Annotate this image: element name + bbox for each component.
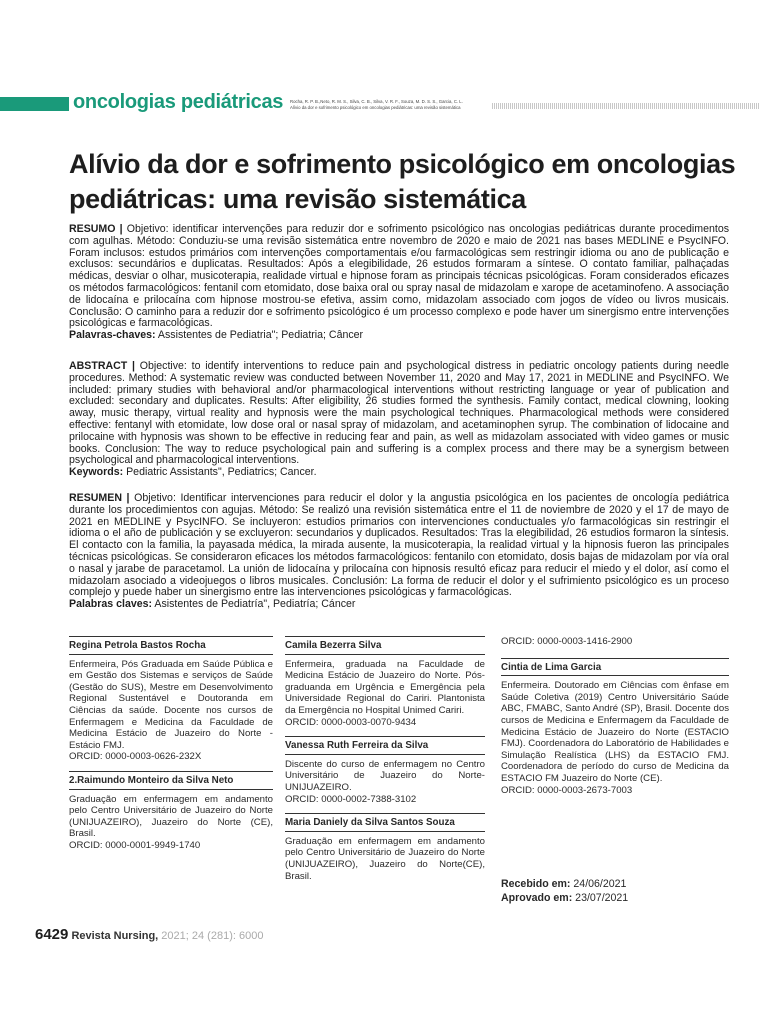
resumen-keywords-label: Palabras claves:: [69, 598, 153, 611]
resumo-keywords-label: Palavras-chaves:: [69, 329, 156, 342]
authors-column-1: [69, 636, 273, 860]
abstract: [69, 361, 729, 479]
author-name: Cintia de Lima Garcia: [501, 658, 729, 677]
author-name: Camila Bezerra Silva: [285, 636, 485, 655]
header-accent-bar: [0, 97, 69, 111]
resumo-label: RESUMO |: [69, 223, 123, 235]
author-block: [285, 636, 485, 728]
author-description: Enfermeira, graduada na Faculdade de Medicina Estácio de Juazeiro do Norte. Pós-graduanda em Urgência e Emergência pela Universidade Regional do Cariri. Plantonista da Emergência no Hospital Unimed Cariri.: [285, 658, 485, 716]
author-block: [285, 736, 485, 805]
author-orcid: ORCID: 0000-0003-0626-232X: [69, 751, 202, 763]
author-block: [69, 636, 273, 763]
author-name: Maria Daniely da Silva Santos Souza: [285, 813, 485, 832]
resumen-label: RESUMEN |: [69, 492, 130, 504]
author-block: [501, 658, 729, 797]
authors-column-3: [501, 636, 729, 804]
author-orcid: ORCID: 0000-0001-9949-1740: [69, 839, 201, 851]
resumo-text: Objetivo: identificar intervenções para reduzir dor e sofrimento psicológico nas oncologias pediátricas durante procedimentos com agulhas. Método: Conduziu-se uma revisão sistemática entre novembro de 2020 e maio de 2021 nas bases MEDLINE e PsycINFO. Foram inclusos: estudos primários com intervenções comportamentais e/ou farmacológicas sem restringir idioma ou ano de publicação e exclusos: secundários e duplicatas. Resultados: Após a elegibilidade, 26 estudos formaram a síntese. O contato familiar, palhaçadas médicas, desviar o olhar, musicoterapia, realidade virtual e hipnose foram as principais técnicas psicológicas. Foram considerados eficazes os métodos farmacológicos: fentanil com etomidato, dose baixa oral ou spray nasal de midazolam e xarope de acetaminofeno. A associação de lidocaína e prilocaína com hipnose mostrou-se efetiva, assim como, midazolam associado com jogos de vídeo ou livros musicais. Conclusão: O caminho para a reduzir dor e sofrimento psicológico é um processo complexo e pode haver um sinergismo entre intervenções psicológicas e farmacológicas.: [69, 223, 730, 330]
author-block: [285, 813, 485, 882]
resumen: [69, 493, 729, 611]
header-stripe: [492, 103, 759, 109]
approved-label: Aprovado em:: [501, 891, 573, 904]
resumen-keywords: Asistentes de Pediatría", Pediatría; Cáncer: [152, 598, 356, 611]
author-orcid: ORCID: 0000-0003-2673-7003: [501, 784, 633, 796]
author-orcid: ORCID: 0000-0003-0070-9434: [285, 716, 417, 728]
journal-name: Revista Nursing,: [71, 930, 159, 942]
author-description: Discente do curso de enfermagem no Centro Universitário de Juazeiro do Norte-UNIJUAZEIRO.: [285, 758, 485, 793]
citation-title: Alívio da dor e sofrimento psicológico em oncologias pediátricas: uma revisão sistemática: [290, 105, 461, 110]
received-label: Recebido em:: [501, 878, 571, 890]
article-title: Alívio da dor e sofrimento psicológico em oncologias pediátricas: uma revisão sistemática: [69, 149, 736, 214]
abstract-label: ABSTRACT |: [69, 360, 135, 372]
author-name: Vanessa Ruth Ferreira da Silva: [285, 736, 485, 755]
article-dates: [501, 878, 628, 905]
section-title: oncologias pediátricas: [73, 91, 284, 113]
author-orcid: ORCID: 0000-0002-7388-3102: [285, 793, 417, 805]
author-block: [69, 771, 273, 852]
header-citation: [290, 99, 490, 111]
author-description: Graduação em enfermagem em andamento pelo Centro Universitário de Juazeiro do Norte (UNIJUAZEIRO), Juazeiro do Norte (CE), Brasil.: [69, 793, 273, 840]
abstract-text: Objective: to identify interventions to reduce pain and psychological distress in pediatric oncology patients during needle procedures. Method: A systematic review was conducted between November 11, 2020 and May 17, 2021 in MEDLINE and PsycINFO. We included: primary studies with behavioral and/or pharmacological interventions without restricting language or year of publication and excluded: secondary and duplicates. Results: After eligibility, 26 studies formed the synthesis. Family contact, medical clowning, looking away, music therapy, virtual reality and hypnosis were the main psychological techniques. Pharmacological methods were considered effective: fentanyl with etomidate, low dose oral or nasal spray of midazolam, and acetaminophen syrup. The combination of lidocaine and prilocaine with hypnosis was shown to be effective in reducing fear and pain, as well as midazolam associated with video games or music books. Conclusion: The way to reduce psychological pain and suffering is a complex process and there may be a synergism between psychological and pharmacological interventions.: [69, 360, 729, 467]
abstract-keywords-label: Keywords:: [69, 466, 124, 479]
page-footer: [35, 926, 263, 943]
citation-authors: Rocha, R. P. B.,Neto, R. M. S., Silva, C. B., Silva, V. R. F., Souza, M. D. S. S., Garcia, C. L.: [290, 99, 463, 104]
approved-date: [501, 892, 628, 906]
resumen-text: Objetivo: Identificar intervenciones para reducir el dolor y la angustia psicológica en los pacientes de oncología pediátrica durante los procedimientos con agujas. Método: Se realizó una revisión sistemática entre el 11 de noviembre de 2020 y el 17 de mayo de 2021 en MEDLINE y PsycINFO. Se incluyeron: estudios primarios con intervenciones conductuales y/o farmacológicas sin restringir el idioma o el año de publicación y se excluyeron: secundarios y duplicados. Resultados: Tras la elegibilidad, 26 estudios formaron la síntesis. El contacto con la familia, la payasada médica, la mirada ausente, la musicoterapia, la realidad virtual y la hipnosis fueron las principales técnicas psicológicas. Se consideraron eficaces los métodos farmacológicos: fentanilo con etomidato, dosis bajas de midazolam por vía oral o nasal y jarabe de paracetamol. La unión de lidocaína y prilocaína con hipnosis resultó eficaz para reducir el miedo y el dolor, así como el midazolam asociado a videojuegos o libros musicales. Conclusión: La forma de reducir el dolor y el sufrimiento psicológico es un proceso complejo y puede haber un sinergismo entre las intervenciones psicológicas y farmacológicas.: [69, 492, 729, 599]
received-value: 24/06/2021: [570, 878, 627, 890]
resumo: [69, 224, 729, 342]
author-description: Enfermeira, Pós Graduada em Saúde Pública e em Gestão dos Sistemas e serviços de Saúde (Gestão do SUS), Mestre em Desenvolvimento Regional Sustentável e Doutoranda em Ciências da saúde. Docente nos cursos de Enfermagem e Medicina da Faculdade de Medicina Estácio de Juazeiro do Norte - Estácio FMJ.: [69, 658, 273, 751]
author-description: Enfermeira. Doutorado em Ciências com ênfase em Saúde Coletiva (2019) Centro Universitário Saúde ABC, FMABC, Santo André (SP), Brasil. Docente dos cursos de Medicina e Enfermagem da Faculdade de Medicina Estácio de Juazeiro do Norte (ESTACIO FMJ). Coordenadora do Laboratório de Habilidades e Simulação Realística (LHS) da ESTACIO FMJ. Coordenadora de período do curso de Medicina da ESTACIO FM Juazeiro do Norte (CE).: [501, 680, 729, 784]
author-name: 2.Raimundo Monteiro da Silva Neto: [69, 771, 273, 790]
author-name: Regina Petrola Bastos Rocha: [69, 636, 273, 655]
journal-issue: 2021; 24 (281): 6000: [158, 930, 264, 942]
resumo-keywords: Assistentes de Pediatria"; Pediatria; Câncer: [155, 329, 364, 342]
approved-value: 23/07/2021: [572, 891, 629, 904]
page-number: 6429: [35, 926, 69, 943]
abstract-keywords: Pediatric Assistants", Pediatrics; Cancer.: [123, 466, 317, 479]
author-orcid: ORCID: 0000-0003-1416-2900: [501, 636, 633, 647]
authors-column-2: [285, 636, 485, 890]
author-description: Graduação em enfermagem em andamento pelo Centro Universitário de Juazeiro do Norte (UNIJUAZEIRO), Juazeiro do Norte(CE), Brasil.: [285, 835, 485, 882]
received-date: [501, 878, 628, 892]
